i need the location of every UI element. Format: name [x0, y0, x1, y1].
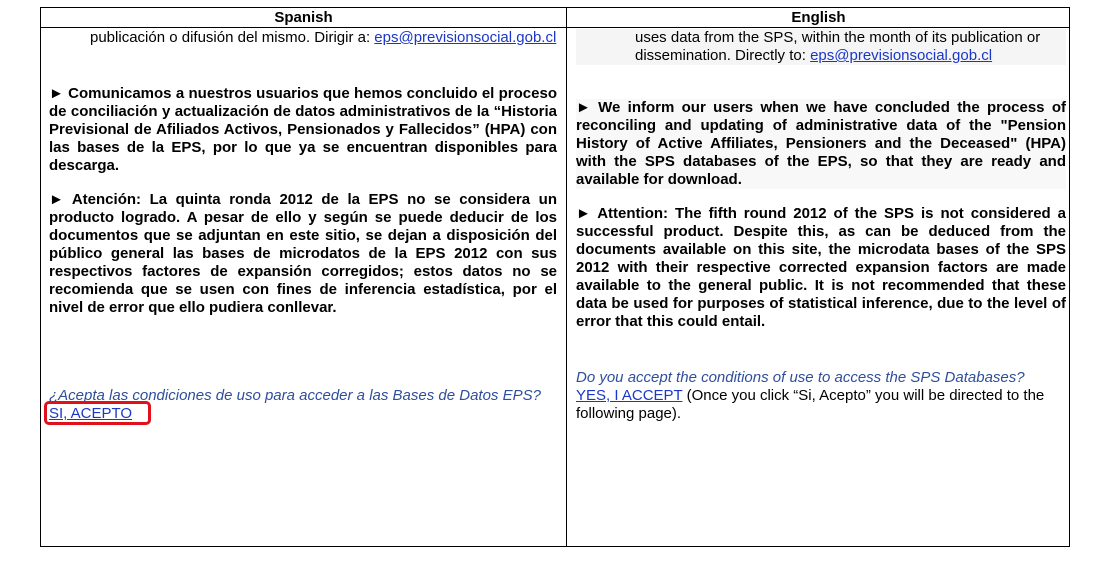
english-email-link[interactable]: eps@previsionsocial.gob.cl [810, 47, 993, 64]
english-question: Do you accept the conditions of use to access the SPS Databases? [576, 369, 1025, 386]
spanish-column [49, 29, 557, 423]
column-divider [566, 8, 567, 546]
spanish-email-link[interactable]: eps@previsionsocial.gob.cl [374, 29, 557, 46]
english-notice-attention: ► Attention: The fifth round 2012 of the SPS is not considered a successful product. Despite this, as can be deduced from the documents available on this site, the microdata bases of the SPS 2012 with their respective corrected expansion factors are made available to the general public. It is not recommended that these data be used for purposes of statistical inference, due to the level of error that this could entail. [576, 205, 1066, 330]
spanish-question: ¿Acepta las condiciones de uso para acceder a las Bases de Datos EPS? [49, 387, 541, 404]
english-accept-note: (Once you click “Si, Acepto” you will be directed to the following page). [576, 387, 1045, 422]
bilingual-table [40, 7, 1070, 547]
english-accept-row [576, 387, 1066, 423]
header-divider [41, 27, 1069, 28]
english-intro-text: uses data from the SPS, within the month of its publication or dissemination. Directly to: [635, 29, 1041, 64]
english-intro [576, 29, 1066, 65]
spanish-notice-hpa: ► Comunicamos a nuestros usuarios que hemos concluido el proceso de conciliación y actualización de datos administrativos de la “Historia Previsional de Afiliados Activos, Pensionados y Fallecidos” (HPA) con las bases de la EPS, por lo que ya se encuentran disponibles para descarga. [49, 85, 557, 174]
spanish-column-header: Spanish [274, 9, 333, 26]
spanish-intro [49, 29, 557, 65]
si-acepto-link[interactable]: SI, ACEPTO [49, 405, 133, 422]
english-notice-hpa: ► We inform our users when we have concluded the process of reconciling and updating of administrative data of the "Pension History of Active Affiliates, Pensioners and the Deceased" (HPA) with the SPS databases of the EPS, so that they are ready and available for download. [576, 99, 1066, 188]
yes-i-accept-link[interactable]: YES, I ACCEPT [576, 387, 683, 404]
english-column [576, 29, 1066, 423]
english-column-header: English [791, 9, 846, 26]
spanish-notice-attention: ► Atención: La quinta ronda 2012 de la EPS no se considera un producto logrado. A pesar de ello y según se puede deducir de los documentos que se adjuntan en este sitio, se dejan a disposición del público general las bases de microdatos de la EPS 2012 con sus respectivos factores de expansión corregidos; estos datos no se recomienda que se usen con fines de inferencia estadística, por el nivel de error que ello pudiera conllevar. [49, 191, 557, 316]
spanish-accept-row [49, 405, 557, 423]
spanish-intro-text: publicación o difusión del mismo. Dirigir a: [90, 29, 371, 46]
